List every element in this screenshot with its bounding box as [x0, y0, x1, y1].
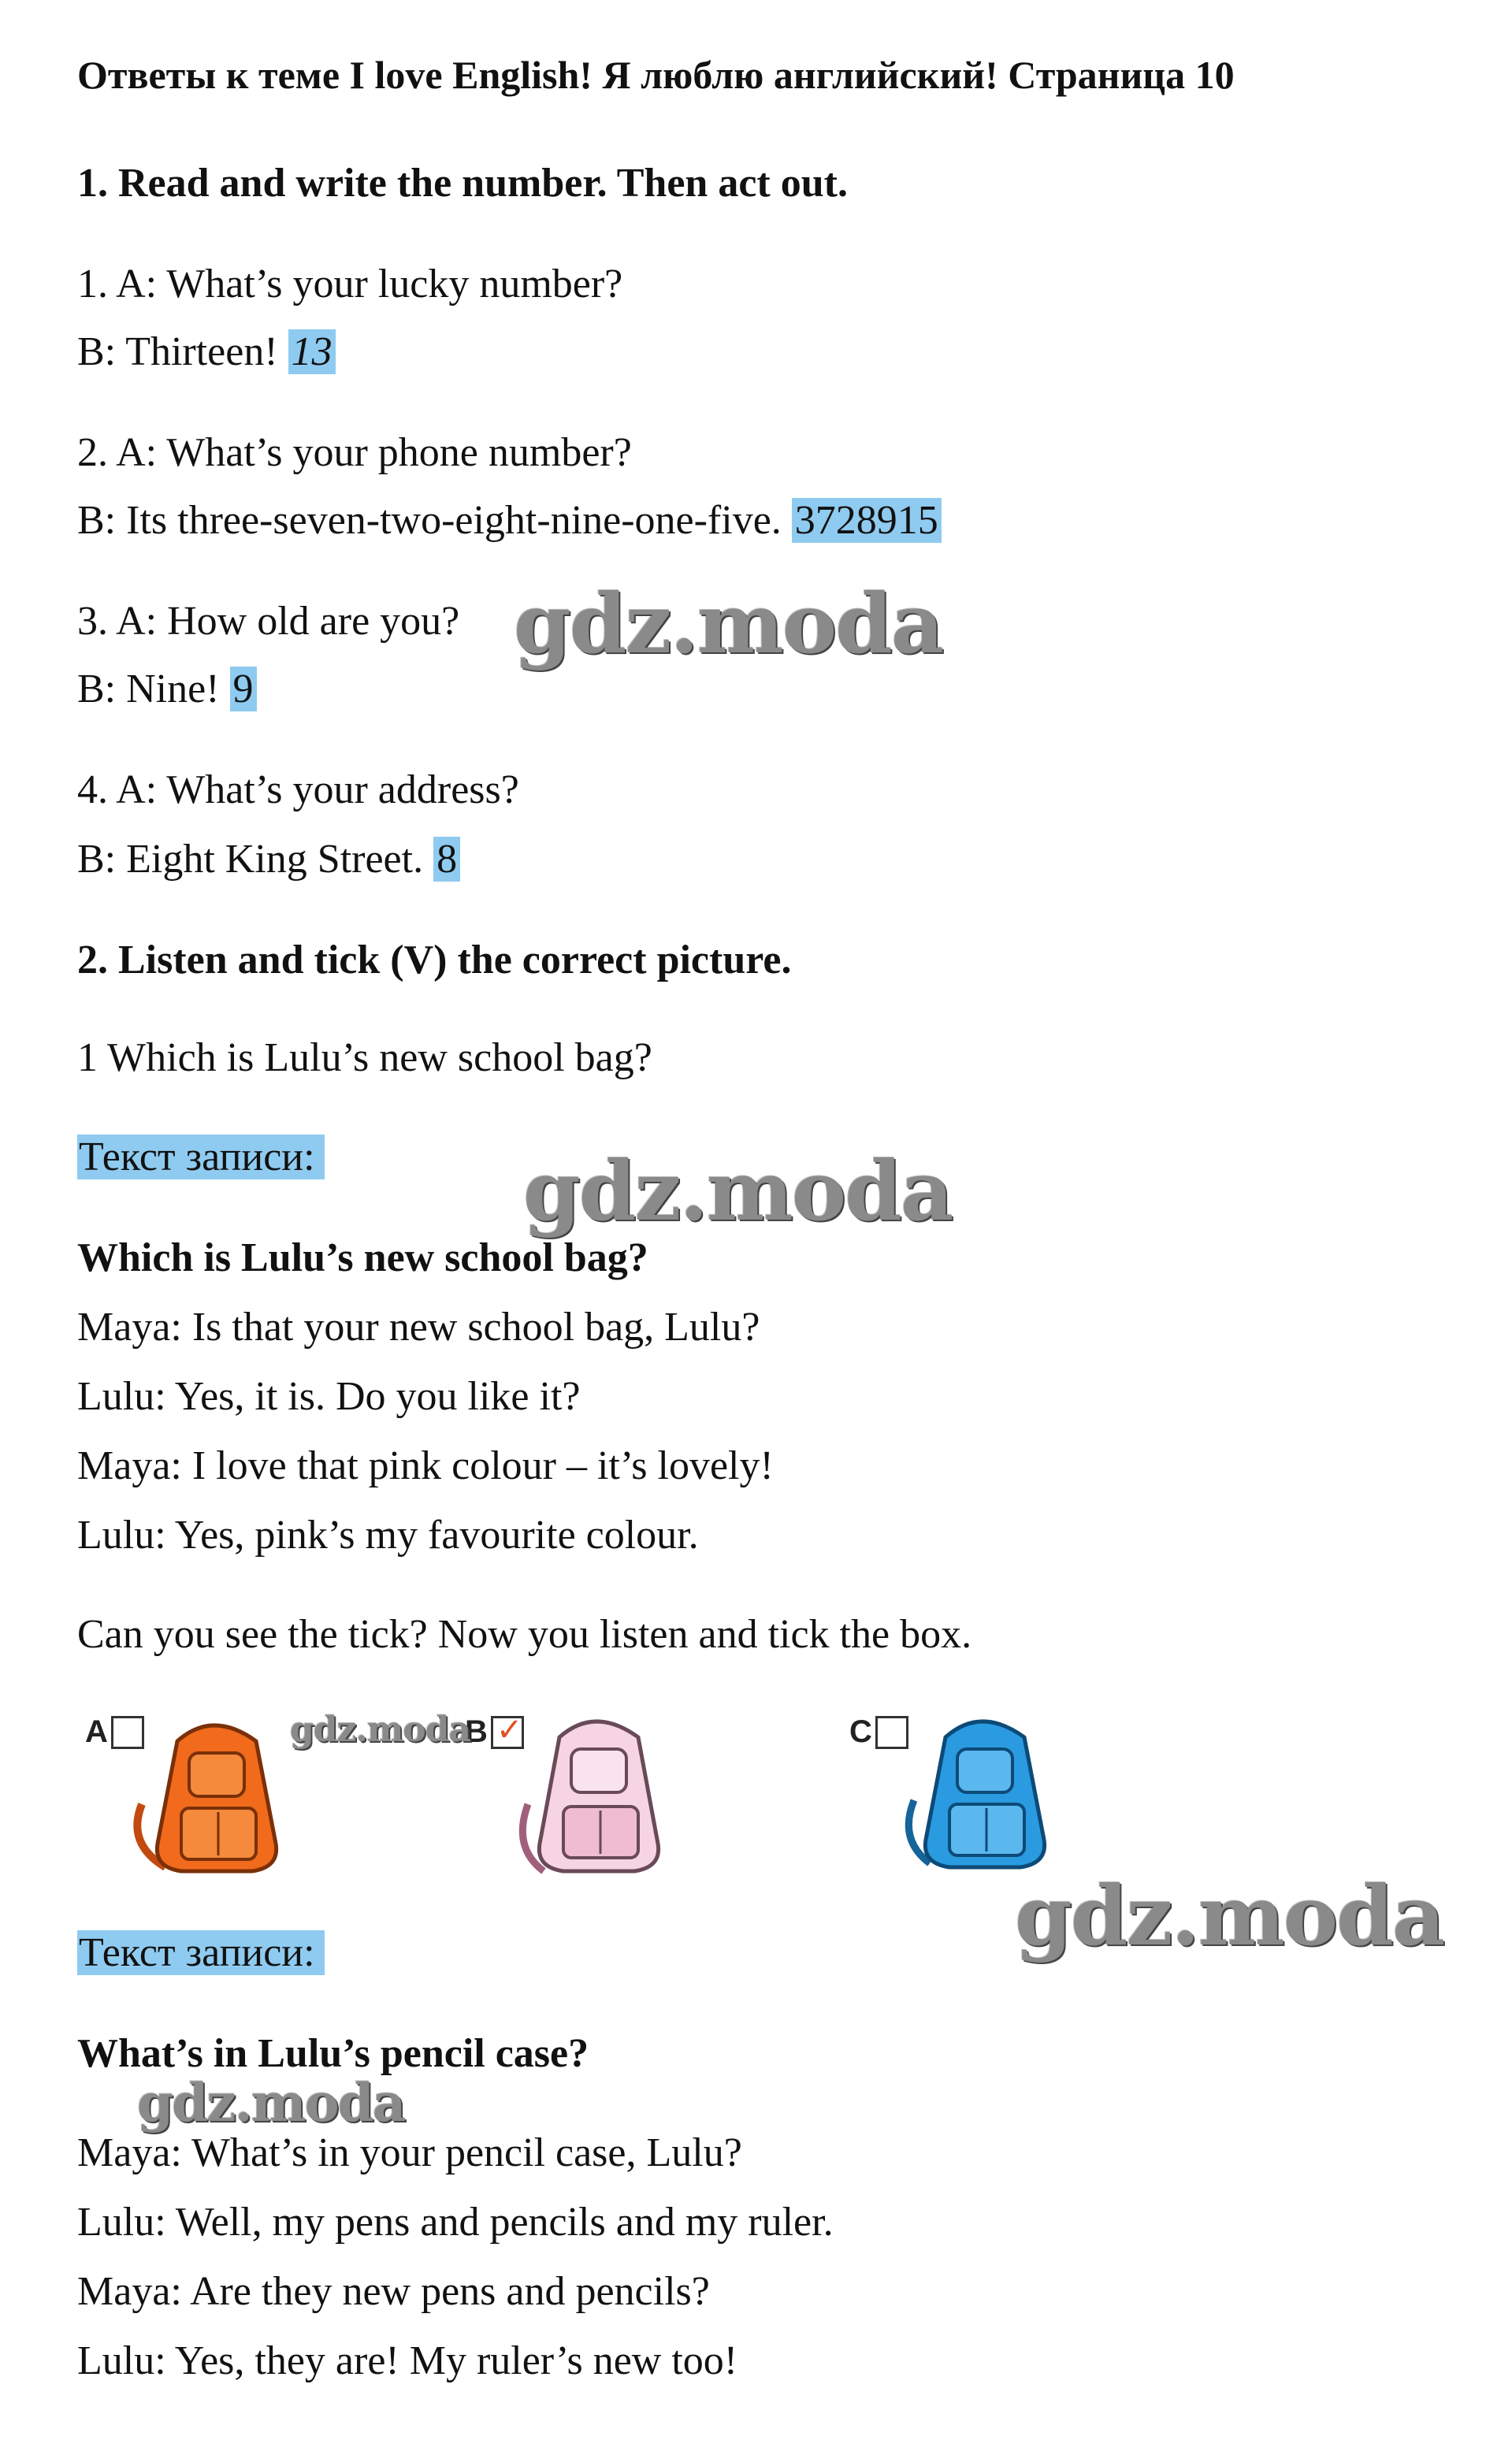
- watermark: gdz.moda: [290, 1710, 471, 1750]
- task1-heading: 1. Read and write the number. Then act out.: [77, 161, 848, 206]
- watermark: gdz.moda: [1015, 1867, 1444, 1964]
- task1-item3-answer: 9: [230, 667, 257, 711]
- task1-item1-answer-line: [77, 326, 336, 378]
- task1-item3-question: 3. A: How old are you?: [77, 599, 460, 644]
- task1-item2-reply: B: Its three-seven-two-eight-nine-one-five.: [77, 498, 782, 543]
- task1-item2-answer: 3728915: [792, 498, 942, 543]
- dialog2-line: Lulu: Yes, they are! My ruler’s new too!: [77, 2338, 738, 2383]
- dialog1-line: Lulu: Yes, pink’s my favourite colour.: [77, 1513, 699, 1558]
- transcript-label-1-text: Текст записи:: [77, 1135, 325, 1179]
- task1-item4-answer-line: [77, 834, 460, 886]
- task2-question: 1 Which is Lulu’s new school bag?: [77, 1035, 652, 1080]
- task2-instruction: Can you see the tick? Now you listen and tick the box.: [77, 1612, 972, 1657]
- task1-item4-answer: 8: [433, 837, 460, 882]
- watermark: gdz.moda: [523, 1142, 953, 1239]
- task1-item2-answer-line: [77, 495, 942, 547]
- option-a-letter: A: [85, 1714, 108, 1749]
- watermark: gdz.moda: [137, 2072, 405, 2134]
- dialog2-line: Maya: Are they new pens and pencils?: [77, 2269, 710, 2314]
- check-icon: ✓: [496, 1711, 523, 1748]
- task1-item1-question: 1. A: What’s your lucky number?: [77, 262, 623, 306]
- option-c-letter: C: [849, 1714, 872, 1749]
- transcript-label-2-text: Текст записи:: [77, 1930, 325, 1975]
- task1-item1-answer: 13: [288, 329, 336, 374]
- task2-heading: 2. Listen and tick (V) the correct picture.: [77, 938, 792, 982]
- dialog2-line: Maya: What’s in your pencil case, Lulu?: [77, 2130, 742, 2175]
- task1-item3-reply: B: Nine!: [77, 667, 220, 711]
- dialog1-line: Lulu: Yes, it is. Do you like it?: [77, 1374, 581, 1419]
- transcript-label-2: [77, 1927, 325, 1979]
- task1-item1-reply: B: Thirteen!: [77, 329, 278, 374]
- task1-item3-answer-line: [77, 663, 257, 715]
- dialog1-title: Which is Lulu’s new school bag?: [77, 1235, 648, 1280]
- page-title: Ответы к теме I love English! Я люблю английский! Страница 10: [77, 53, 1235, 97]
- task1-item4-reply: B: Eight King Street.: [77, 837, 424, 882]
- pink-backpack-image: [496, 1706, 693, 1887]
- dialog2-line: Lulu: Well, my pens and pencils and my ruler.: [77, 2200, 834, 2245]
- task1-item2-question: 2. A: What’s your phone number?: [77, 430, 632, 475]
- option-b-letter: B: [465, 1714, 488, 1749]
- blue-backpack-image: [882, 1706, 1079, 1879]
- dialog1-line: Maya: I love that pink colour – it’s lovely!: [77, 1443, 774, 1488]
- task1-item4-question: 4. A: What’s your address?: [77, 767, 519, 812]
- orange-backpack-image: [118, 1710, 307, 1883]
- watermark: gdz.moda: [514, 575, 943, 672]
- dialog2-title: What’s in Lulu’s pencil case?: [77, 2031, 589, 2076]
- transcript-label-1: [77, 1131, 325, 1183]
- dialog1-line: Maya: Is that your new school bag, Lulu?: [77, 1305, 760, 1350]
